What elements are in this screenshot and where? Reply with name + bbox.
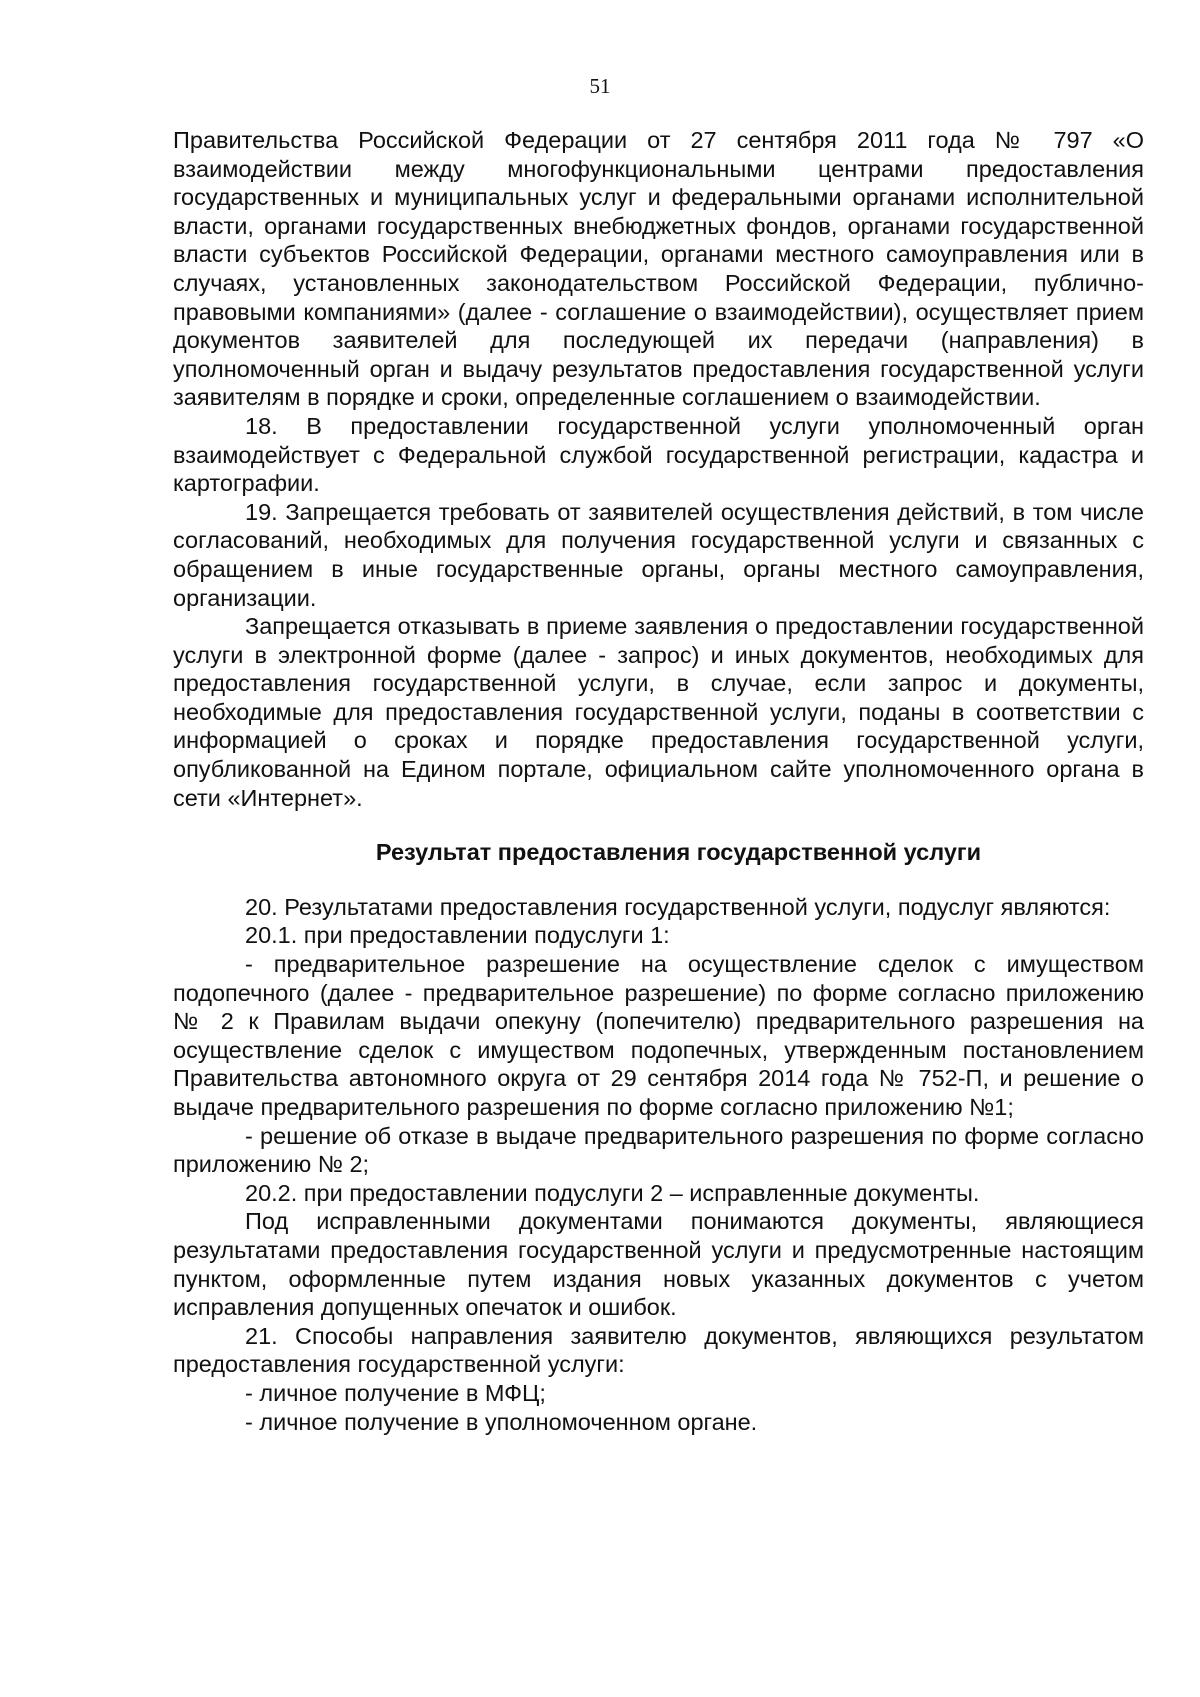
paragraph-20-1: 20.1. при предоставлении подуслуги 1:: [245, 922, 670, 949]
paragraph-corrected-documents: Под исправленными документами понимаются документы, являющиеся результатами предоставления государственной услуги и предусмотренные настоящим пунктом, оформленные путем издания новых указанных документов с учетом исправления допущенных опечаток и ошибок.: [173, 1208, 1144, 1321]
section-heading: Результат предоставления государственной услуги: [375, 839, 982, 866]
document-body: [173, 126, 1144, 1436]
paragraph-18: 18. В предоставлении государственной услуги уполномоченный орган взаимодействует с Федеральной службой государственной регистрации, кадастра и картографии.: [173, 412, 1144, 497]
paragraph-21-authority: - личное получение в уполномоченном органе.: [245, 1408, 758, 1435]
paragraph-21-mfc: - личное получение в МФЦ;: [245, 1379, 546, 1406]
paragraph-20-1-permission: - предварительное разрешение на осуществление сделок с имуществом подопечного (далее - предварительное разрешение) по форме согласно приложению № 2 к Правилам выдачи опекуну (попечителю) предварительного разрешения на осуществление сделок с имуществом подопечных, утвержденным постановлением Правительства автономного округа от 29 сентября 2014 года № 752-П, и решение о выдаче предварительного разрешения по форме согласно приложению №1;: [173, 951, 1144, 1120]
paragraph-19-refusal: Запрещается отказывать в приеме заявления о предоставлении государственной услуги в электронной форме (далее - запрос) и иных документов, необходимых для предоставления государственной услуги, в случае, если запрос и документы, необходимые для предоставления государственной услуги, поданы в соответствии с информацией о сроках и порядке предоставления государственной услуги, опубликованной на Едином портале, официальном сайте уполномоченного органа в сети «Интернет».: [173, 613, 1144, 811]
paragraph-20-1-refusal: - решение об отказе в выдаче предварительного разрешения по форме согласно приложению № 2;: [173, 1122, 1144, 1178]
paragraph-20-2: 20.2. при предоставлении подуслуги 2 – исправленные документы.: [245, 1179, 980, 1206]
paragraph-21: 21. Способы направления заявителю документов, являющихся результатом предоставления государственной услуги:: [173, 1322, 1144, 1378]
page-number: 51: [589, 74, 611, 98]
paragraph-19: 19. Запрещается требовать от заявителей осуществления действий, в том числе согласований, необходимых для получения государственной услуги и связанных с обращением в иные государственные органы, органы местного самоуправления, организации.: [173, 498, 1144, 611]
paragraph-20: 20. Результатами предоставления государственной услуги, подуслуг являются:: [245, 893, 1111, 920]
paragraph-continuation: Правительства Российской Федерации от 27 сентября 2011 года № 797 «О взаимодействии между многофункциональными центрами предоставления государственных и муниципальных услуг и федеральными органами исполнительной власти, органами государственных внебюджетных фондов, органами государственной власти субъектов Российской Федерации, органами местного самоуправления или в случаях, установленных законодательством Российской Федерации, публично-правовыми компаниями» (далее - соглашение о взаимодействии), осуществляет прием документов заявителей для последующей их передачи (направления) в уполномоченный орган и выдачу результатов предоставления государственной услуги заявителям в порядке и сроки, определенные соглашением о взаимодействии.: [173, 127, 1144, 411]
